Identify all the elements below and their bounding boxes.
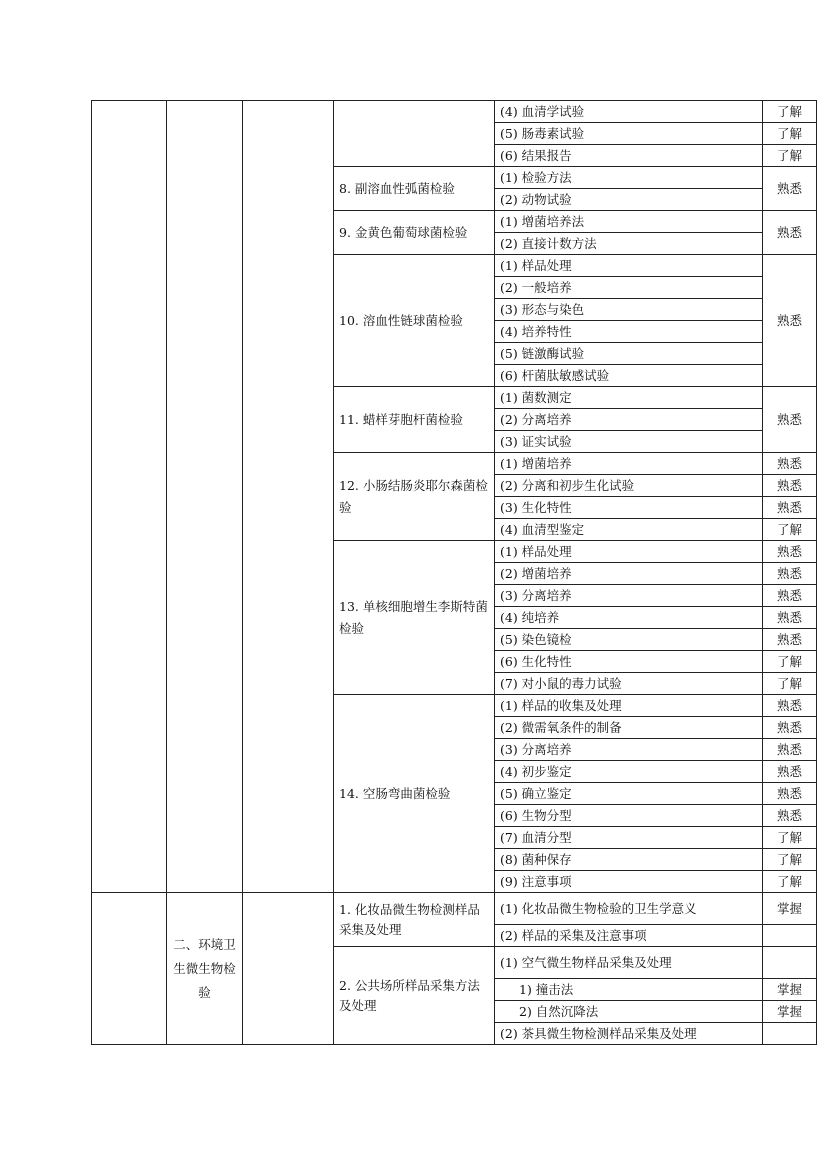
item-cell: (2) 分离和初步生化试验 bbox=[495, 475, 763, 497]
level-cell: 熟悉 bbox=[763, 629, 817, 651]
level-cell: 了解 bbox=[763, 849, 817, 871]
item-cell: (6) 杆菌肽敏感试验 bbox=[495, 365, 763, 387]
item-cell: (3) 分离培养 bbox=[495, 739, 763, 761]
level-cell: 熟悉 bbox=[763, 387, 817, 453]
topic-cell: 12. 小肠结肠炎耶尔森菌检验 bbox=[334, 453, 495, 541]
item-cell: (2) 动物试验 bbox=[495, 189, 763, 211]
level-cell: 熟悉 bbox=[763, 585, 817, 607]
level-cell: 了解 bbox=[763, 123, 817, 145]
element-cell bbox=[243, 101, 334, 893]
item-cell: (1) 空气微生物样品采集及处理 bbox=[495, 947, 763, 979]
item-cell: (2) 直接计数方法 bbox=[495, 233, 763, 255]
item-cell: (2) 一般培养 bbox=[495, 277, 763, 299]
level-cell: 了解 bbox=[763, 101, 817, 123]
item-cell: (1) 样品处理 bbox=[495, 255, 763, 277]
level-cell: 熟悉 bbox=[763, 497, 817, 519]
level-cell: 熟悉 bbox=[763, 453, 817, 475]
item-cell: (1) 样品处理 bbox=[495, 541, 763, 563]
topic-cell: 14. 空肠弯曲菌检验 bbox=[334, 695, 495, 893]
item-cell: (1) 菌数测定 bbox=[495, 387, 763, 409]
unit-cell bbox=[92, 101, 167, 893]
item-cell: (5) 染色镜检 bbox=[495, 629, 763, 651]
item-cell: (1) 样品的收集及处理 bbox=[495, 695, 763, 717]
item-cell: (3) 分离培养 bbox=[495, 585, 763, 607]
item-cell: (9) 注意事项 bbox=[495, 871, 763, 893]
level-cell: 熟悉 bbox=[763, 607, 817, 629]
topic-cell: 1. 化妆品微生物检测样品采集及处理 bbox=[334, 893, 495, 947]
level-cell: 熟悉 bbox=[763, 541, 817, 563]
level-cell: 掌握 bbox=[763, 893, 817, 925]
item-cell: (4) 血清学试验 bbox=[495, 101, 763, 123]
item-cell: (3) 生化特性 bbox=[495, 497, 763, 519]
level-cell: 熟悉 bbox=[763, 739, 817, 761]
level-cell: 了解 bbox=[763, 827, 817, 849]
item-cell: (5) 确立鉴定 bbox=[495, 783, 763, 805]
level-cell: 了解 bbox=[763, 651, 817, 673]
item-cell: 2) 自然沉降法 bbox=[495, 1001, 763, 1023]
level-cell bbox=[763, 947, 817, 979]
unit-cell bbox=[92, 893, 167, 1045]
topic-cell: 11. 蜡样芽胞杆菌检验 bbox=[334, 387, 495, 453]
section-cell bbox=[167, 101, 243, 893]
table-row bbox=[92, 893, 817, 925]
level-cell: 熟悉 bbox=[763, 563, 817, 585]
topic-cell: 13. 单核细胞增生李斯特菌检验 bbox=[334, 541, 495, 695]
topic-cell: 8. 副溶血性弧菌检验 bbox=[334, 167, 495, 211]
table-row bbox=[92, 101, 817, 123]
level-cell: 了解 bbox=[763, 519, 817, 541]
item-cell: (5) 肠毒素试验 bbox=[495, 123, 763, 145]
topic-cell: 10. 溶血性链球菌检验 bbox=[334, 255, 495, 387]
level-cell: 熟悉 bbox=[763, 805, 817, 827]
item-cell: (7) 血清分型 bbox=[495, 827, 763, 849]
topic-cell: 9. 金黄色葡萄球菌检验 bbox=[334, 211, 495, 255]
item-cell: (4) 血清型鉴定 bbox=[495, 519, 763, 541]
level-cell: 熟悉 bbox=[763, 761, 817, 783]
item-cell: (2) 样品的采集及注意事项 bbox=[495, 925, 763, 947]
level-cell: 了解 bbox=[763, 145, 817, 167]
level-cell: 熟悉 bbox=[763, 717, 817, 739]
item-cell: (1) 检验方法 bbox=[495, 167, 763, 189]
item-cell: (2) 增菌培养 bbox=[495, 563, 763, 585]
item-cell: (4) 初步鉴定 bbox=[495, 761, 763, 783]
topic-cell: 2. 公共场所样品采集方法及处理 bbox=[334, 947, 495, 1045]
level-cell bbox=[763, 1023, 817, 1045]
item-cell: (1) 增菌培养法 bbox=[495, 211, 763, 233]
item-cell: (7) 对小鼠的毒力试验 bbox=[495, 673, 763, 695]
item-cell: (4) 培养特性 bbox=[495, 321, 763, 343]
item-cell: 1) 撞击法 bbox=[495, 979, 763, 1001]
syllabus-table bbox=[91, 100, 817, 1045]
item-cell: (2) 分离培养 bbox=[495, 409, 763, 431]
item-cell: (5) 链激酶试验 bbox=[495, 343, 763, 365]
item-cell: (2) 茶具微生物检测样品采集及处理 bbox=[495, 1023, 763, 1045]
level-cell: 熟悉 bbox=[763, 475, 817, 497]
item-cell: (4) 纯培养 bbox=[495, 607, 763, 629]
item-cell: (6) 生化特性 bbox=[495, 651, 763, 673]
item-cell: (6) 生物分型 bbox=[495, 805, 763, 827]
level-cell: 掌握 bbox=[763, 979, 817, 1001]
section-cell: 二、环境卫生微生物检验 bbox=[167, 893, 243, 1045]
level-cell: 熟悉 bbox=[763, 167, 817, 211]
element-cell bbox=[243, 893, 334, 1045]
level-cell: 了解 bbox=[763, 871, 817, 893]
level-cell: 了解 bbox=[763, 673, 817, 695]
item-cell: (2) 微需氧条件的制备 bbox=[495, 717, 763, 739]
item-cell: (1) 增菌培养 bbox=[495, 453, 763, 475]
item-cell: (3) 形态与染色 bbox=[495, 299, 763, 321]
level-cell: 熟悉 bbox=[763, 783, 817, 805]
item-cell: (1) 化妆品微生物检验的卫生学意义 bbox=[495, 893, 763, 925]
item-cell: (8) 菌种保存 bbox=[495, 849, 763, 871]
topic-cell-continued bbox=[334, 101, 495, 167]
level-cell: 掌握 bbox=[763, 1001, 817, 1023]
item-cell: (3) 证实试验 bbox=[495, 431, 763, 453]
item-cell: (6) 结果报告 bbox=[495, 145, 763, 167]
level-cell: 熟悉 bbox=[763, 695, 817, 717]
level-cell bbox=[763, 925, 817, 947]
level-cell: 熟悉 bbox=[763, 255, 817, 387]
level-cell: 熟悉 bbox=[763, 211, 817, 255]
